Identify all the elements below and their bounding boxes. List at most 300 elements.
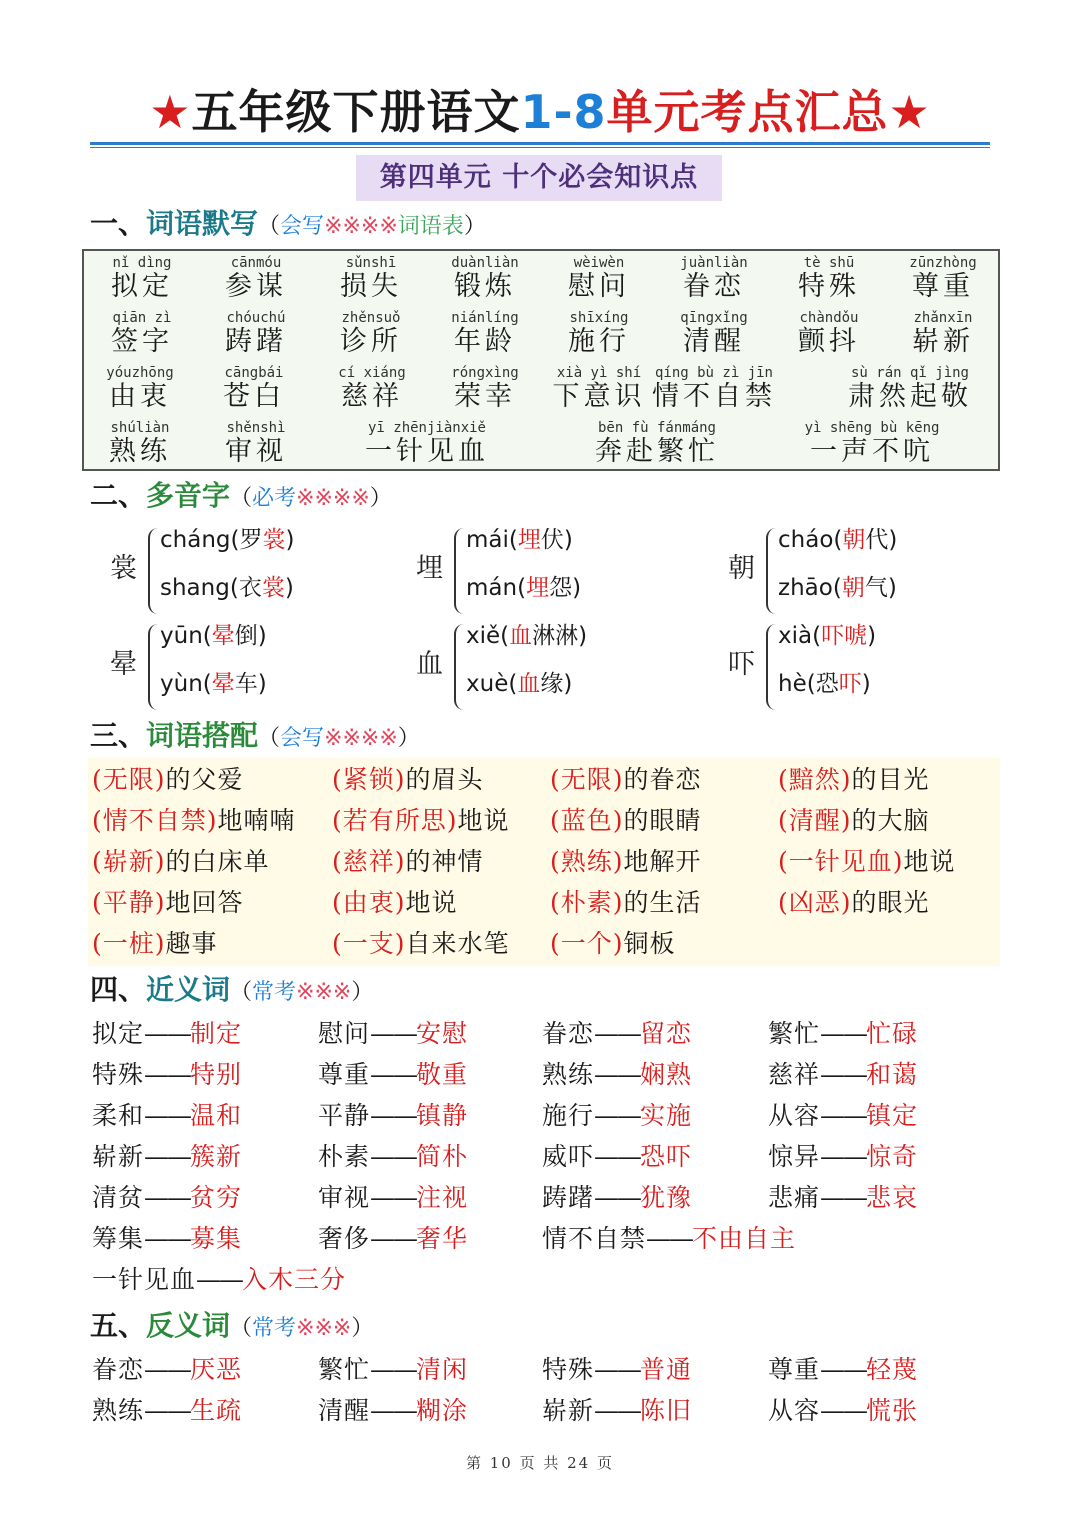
vocab-word: 拟定 (111, 271, 173, 302)
example-post: 代) (865, 527, 898, 553)
vocab-pinyin: shīxíng (569, 310, 629, 326)
dash: —— (370, 1060, 417, 1089)
vocab-word: 参谋 (225, 271, 287, 302)
pair-word: 清闲 (416, 1355, 469, 1384)
example-highlight: 裳 (261, 575, 285, 601)
synonym-pair (542, 1096, 692, 1136)
word: 熟练 (92, 1396, 145, 1425)
unit-subtitle: 第四单元 十个必会知识点 (356, 155, 722, 201)
pinyin: zhāo (778, 575, 833, 601)
word: 繁忙 (318, 1355, 371, 1384)
collocation-rest: 的眼睛 (623, 806, 702, 835)
pronunciation-line (778, 572, 897, 604)
word: 审视 (318, 1183, 371, 1212)
pair-word: 轻蔑 (866, 1355, 919, 1384)
pinyin: shang (160, 575, 230, 601)
synonym-pair (92, 1055, 242, 1095)
synonym-pair (318, 1137, 468, 1177)
dash: —— (370, 1142, 417, 1171)
page-title (0, 80, 1080, 144)
example-highlight: 朝 (842, 527, 866, 553)
vocab-word: 熟练 (109, 436, 171, 467)
vocab-word: 签字 (111, 326, 173, 357)
pronunciation-line (160, 620, 267, 652)
collocation-item (778, 760, 930, 800)
vocab-pinyin: yóuzhōng (106, 365, 174, 381)
synonym-pair (542, 1219, 796, 1259)
pinyin: yùn (160, 671, 203, 697)
collocation-item (332, 842, 484, 882)
vocab-word: 肃然起敬 (848, 381, 972, 412)
collocation-item (550, 760, 702, 800)
word: 一针见血 (92, 1265, 197, 1294)
collocation-rest: 地喃喃 (217, 806, 296, 835)
word: 特殊 (542, 1355, 595, 1384)
example-highlight: 血 (517, 671, 541, 697)
pair-word: 厌恶 (190, 1355, 243, 1384)
tag-open: （ (258, 214, 281, 239)
vocab-word: 诊所 (340, 326, 402, 357)
vocab-box (82, 249, 1000, 471)
synonym-pair (318, 1055, 468, 1095)
tag-requirement: 必考 (252, 486, 297, 511)
example-pre: ( (202, 623, 212, 649)
collocation-rest: 的目光 (851, 765, 930, 794)
vocab-pinyin: chóuchú (226, 310, 286, 326)
example-highlight: 吓唬 (821, 623, 868, 649)
vocab-word: 崭新 (912, 326, 974, 357)
example-pre: (衣 (229, 575, 262, 601)
dash: —— (144, 1224, 191, 1253)
section-number: 三、 (90, 719, 147, 752)
synonym-pair (318, 1096, 468, 1136)
tag-close: ） (351, 980, 374, 1005)
vocab-pinyin: nǐ dìng (112, 255, 172, 271)
section-name: 反义词 (146, 1309, 231, 1342)
polyphonic-char: 吓 (728, 649, 755, 680)
pronunciation-line (466, 668, 572, 700)
tag-requirement: 会写 (280, 726, 325, 751)
pinyin: mán (466, 575, 518, 601)
tag-stars: ※※※※ (296, 486, 370, 511)
word: 奢侈 (318, 1224, 371, 1253)
synonym-pair (768, 1178, 918, 1218)
example-highlight: 吓 (838, 671, 862, 697)
collocation-rest: 地说 (405, 888, 458, 917)
collocation-item (778, 842, 956, 882)
synonym-pair (92, 1178, 242, 1218)
section-number: 五、 (90, 1309, 147, 1342)
vocab-pinyin: sǔnshī (345, 255, 397, 271)
dash: —— (144, 1396, 191, 1425)
pronunciation-line (160, 668, 267, 700)
dash: —— (370, 1224, 417, 1253)
word: 施行 (542, 1101, 595, 1130)
synonym-pair (92, 1096, 242, 1136)
dash: —— (820, 1019, 867, 1048)
pronunciation-line (160, 572, 294, 604)
polyphonic-item (110, 620, 410, 716)
title-part3: 单元考点汇总 (606, 85, 889, 139)
section-name: 近义词 (146, 973, 231, 1006)
vocab-pinyin: cí xiáng (338, 365, 406, 381)
collocation-rest: 地说 (903, 847, 956, 876)
pair-word: 特别 (190, 1060, 243, 1089)
pronunciation-line (466, 620, 587, 652)
vocab-word: 下意识 (552, 381, 646, 412)
collocation-blank: (崭新) (92, 847, 166, 876)
word: 清醒 (318, 1396, 371, 1425)
pair-word: 不由自主 (692, 1224, 797, 1253)
collocation-rest: 的大脑 (851, 806, 930, 835)
title-part1: 五年级下册语文 (191, 85, 521, 139)
pair-word: 敬重 (416, 1060, 469, 1089)
tag-requirement: 常考 (252, 980, 297, 1005)
vocab-word: 荣幸 (454, 381, 516, 412)
section-heading-collocation (90, 716, 420, 759)
example-highlight: 埋 (517, 527, 541, 553)
vocab-cell (833, 310, 1053, 358)
word: 慰问 (318, 1019, 371, 1048)
pair-word: 安慰 (416, 1019, 469, 1048)
tag-note: 词语表 (397, 214, 464, 239)
synonym-pair (768, 1096, 918, 1136)
synonym-pair (542, 1137, 692, 1177)
collocation-rest: 的眉头 (405, 765, 484, 794)
vocab-word: 尊重 (912, 271, 974, 302)
tag-open: （ (258, 726, 281, 751)
tag-requirement: 常考 (252, 1316, 297, 1341)
example-post: 车) (234, 671, 267, 697)
collocation-item (778, 883, 930, 923)
pair-word: 奢华 (416, 1224, 469, 1253)
vocab-pinyin: niánlíng (451, 310, 519, 326)
tag-open: （ (230, 980, 253, 1005)
pronunciation-line (466, 524, 573, 556)
dash: —— (594, 1183, 641, 1212)
dash: —— (144, 1142, 191, 1171)
pinyin: cháo (778, 527, 834, 553)
vocab-word: 特殊 (798, 271, 860, 302)
vocab-cell (317, 420, 537, 468)
vocab-pinyin: xià yì shí (556, 365, 642, 381)
vocab-word: 施行 (568, 326, 630, 357)
word: 尊重 (318, 1060, 371, 1089)
word: 拟定 (92, 1019, 145, 1048)
collocation-item (332, 883, 458, 923)
example-pre: ( (517, 575, 527, 601)
vocab-pinyin: qīngxǐng (680, 310, 748, 326)
vocab-pinyin: yī zhēnjiànxiě (367, 420, 486, 436)
dash: —— (370, 1101, 417, 1130)
vocab-cell (800, 365, 1020, 413)
pair-word: 娴熟 (640, 1060, 693, 1089)
polyphonic-char: 血 (416, 649, 443, 680)
vocab-cell (762, 420, 982, 468)
pinyin: yūn (160, 623, 203, 649)
vocab-pinyin: tè shū (803, 255, 855, 271)
tag-close: ） (463, 214, 486, 239)
section-number: 一、 (90, 207, 147, 240)
example-post: ) (284, 575, 294, 601)
example-highlight: 血 (509, 623, 533, 649)
antonym-pair (768, 1391, 918, 1431)
vocab-cell (833, 255, 1053, 303)
section-heading-polyphonic (90, 476, 392, 519)
synonym-pair (318, 1219, 468, 1259)
pinyin: xuè (466, 671, 509, 697)
example-highlight: 裳 (262, 527, 286, 553)
collocation-item (332, 924, 510, 964)
collocation-item (92, 883, 244, 923)
synonym-pair (318, 1178, 468, 1218)
pair-word: 募集 (190, 1224, 243, 1253)
pair-word: 贫穷 (190, 1183, 243, 1212)
example-post: 淋淋) (532, 623, 588, 649)
antonym-pair (92, 1391, 242, 1431)
collocation-blank: (若有所思) (332, 806, 458, 835)
collocation-blank: (蓝色) (550, 806, 624, 835)
word: 踌躇 (542, 1183, 595, 1212)
dash: —— (820, 1101, 867, 1130)
dash: —— (144, 1060, 191, 1089)
tag-stars: ※※※ (296, 980, 352, 1005)
collocation-blank: (一针见血) (778, 847, 904, 876)
dash: —— (646, 1224, 693, 1253)
pair-word: 簇新 (190, 1142, 243, 1171)
collocation-rest: 的父爱 (165, 765, 244, 794)
antonym-pair (768, 1350, 918, 1390)
tag-close: ） (397, 726, 420, 751)
vocab-pinyin: cānmóu (230, 255, 282, 271)
example-highlight: 晕 (211, 623, 235, 649)
pair-word: 实施 (640, 1101, 693, 1130)
example-highlight: 朝 (841, 575, 865, 601)
example-post: 怨) (549, 575, 582, 601)
collocation-rest: 的白床单 (165, 847, 270, 876)
dash: —— (820, 1060, 867, 1089)
pair-word: 犹豫 (640, 1183, 693, 1212)
synonym-pair (92, 1014, 242, 1054)
collocation-item (550, 883, 702, 923)
polyphonic-char: 埋 (416, 553, 443, 584)
dash: —— (144, 1019, 191, 1048)
example-post: ) (861, 671, 871, 697)
pinyin: cháng (160, 527, 231, 553)
word: 平静 (318, 1101, 371, 1130)
pair-word: 温和 (190, 1101, 243, 1130)
section-tag (230, 486, 392, 511)
word: 眷恋 (542, 1019, 595, 1048)
collocation-rest: 的神情 (405, 847, 484, 876)
collocation-blank: (慈祥) (332, 847, 406, 876)
synonym-pair (768, 1137, 918, 1177)
pair-word: 镇定 (866, 1101, 919, 1130)
section-heading-vocab (90, 204, 486, 247)
word: 崭新 (92, 1142, 145, 1171)
word: 悲痛 (768, 1183, 821, 1212)
pair-word: 惊奇 (866, 1142, 919, 1171)
section-tag (258, 214, 486, 239)
collocation-rest: 的眷恋 (623, 765, 702, 794)
polyphonic-item (728, 620, 1028, 716)
vocab-pinyin: yì shēng bù kēng (804, 420, 940, 436)
pair-word: 制定 (190, 1019, 243, 1048)
word: 情不自禁 (542, 1224, 647, 1253)
word: 慈祥 (768, 1060, 821, 1089)
word: 熟练 (542, 1060, 595, 1089)
collocation-rest: 的生活 (623, 888, 702, 917)
pinyin: mái (466, 527, 509, 553)
vocab-pinyin: chàndǒu (799, 310, 859, 326)
pronunciation-line (160, 524, 294, 556)
vocab-word: 颤抖 (798, 326, 860, 357)
vocab-word: 眷恋 (683, 271, 745, 302)
synonym-pair (318, 1014, 468, 1054)
page-number: 第 10 页 共 24 页 (465, 1454, 614, 1472)
example-pre: ( (202, 671, 212, 697)
vocab-pinyin: shěnshì (226, 420, 286, 436)
dash: —— (370, 1183, 417, 1212)
collocation-item (550, 842, 702, 882)
collocation-rest: 地解开 (623, 847, 702, 876)
example-pre: ( (508, 527, 518, 553)
tag-open: （ (230, 1316, 253, 1341)
title-underline (90, 142, 990, 148)
section-tag (230, 1316, 373, 1341)
polyphonic-char: 裳 (110, 553, 137, 584)
word: 朴素 (318, 1142, 371, 1171)
pinyin: xià (778, 623, 813, 649)
word: 从容 (768, 1396, 821, 1425)
section-number: 二、 (90, 479, 147, 512)
dash: —— (370, 1355, 417, 1384)
pair-word: 糊涂 (416, 1396, 469, 1425)
dash: —— (820, 1396, 867, 1425)
collocation-blank: (朴素) (550, 888, 624, 917)
vocab-cell (604, 365, 824, 413)
vocab-pinyin: juànliàn (680, 255, 748, 271)
word: 威吓 (542, 1142, 595, 1171)
collocation-item (778, 801, 930, 841)
dash: —— (820, 1183, 867, 1212)
vocab-word: 慈祥 (341, 381, 403, 412)
collocation-rest: 地回答 (165, 888, 244, 917)
pair-word: 普通 (640, 1355, 693, 1384)
vocab-word: 审视 (225, 436, 287, 467)
collocation-rest: 趣事 (165, 929, 218, 958)
dash: —— (594, 1142, 641, 1171)
antonym-pair (542, 1391, 692, 1431)
polyphonic-item (416, 524, 716, 620)
collocation-rest: 铜板 (623, 929, 676, 958)
dash: —— (594, 1355, 641, 1384)
vocab-pinyin: róngxìng (451, 365, 519, 381)
collocation-blank: (一支) (332, 929, 406, 958)
pinyin: hè (778, 671, 807, 697)
tag-requirement: 会写 (280, 214, 325, 239)
pair-word: 注视 (416, 1183, 469, 1212)
dash: —— (820, 1142, 867, 1171)
vocab-pinyin: bēn fù fánmáng (597, 420, 716, 436)
vocab-pinyin: cāngbái (224, 365, 284, 381)
example-pre: ( (833, 527, 843, 553)
vocab-pinyin: zūnzhòng (909, 255, 977, 271)
dash: —— (820, 1355, 867, 1384)
example-post: ) (867, 623, 877, 649)
vocab-word: 损失 (340, 271, 402, 302)
section-number: 四、 (90, 973, 147, 1006)
dash: —— (144, 1183, 191, 1212)
collocation-item (92, 801, 296, 841)
section-name: 词语搭配 (146, 719, 259, 752)
section-name: 多音字 (146, 479, 231, 512)
pair-word: 和蔼 (866, 1060, 919, 1089)
example-highlight: 晕 (211, 671, 235, 697)
synonym-pair (768, 1014, 918, 1054)
collocation-blank: (无限) (550, 765, 624, 794)
collocation-blank: (紧锁) (332, 765, 406, 794)
vocab-word: 一声不吭 (810, 436, 934, 467)
dash: —— (594, 1101, 641, 1130)
word: 惊异 (768, 1142, 821, 1171)
synonym-pair (92, 1219, 242, 1259)
polyphonic-char: 朝 (728, 553, 755, 584)
collocation-blank: (由衷) (332, 888, 406, 917)
antonym-pair (92, 1350, 242, 1390)
vocab-word: 清醒 (683, 326, 745, 357)
pair-word: 陈旧 (640, 1396, 693, 1425)
pinyin: xiě (466, 623, 501, 649)
collocation-rest: 的眼光 (851, 888, 930, 917)
vocab-word: 锻炼 (454, 271, 516, 302)
example-highlight: 埋 (526, 575, 550, 601)
synonym-pair (542, 1014, 692, 1054)
synonym-pair (92, 1260, 346, 1300)
vocab-cell (547, 420, 767, 468)
example-post: 伏) (540, 527, 573, 553)
collocation-blank: (清醒) (778, 806, 852, 835)
word: 筹集 (92, 1224, 145, 1253)
collocation-rest: 地说 (457, 806, 510, 835)
dash: —— (370, 1019, 417, 1048)
pair-word: 生疏 (190, 1396, 243, 1425)
vocab-pinyin: qíng bù zì jīn (654, 365, 773, 381)
collocation-item (92, 924, 218, 964)
pronunciation-line (466, 572, 581, 604)
tag-close: ） (351, 1316, 374, 1341)
section-name: 词语默写 (146, 207, 259, 240)
word: 眷恋 (92, 1355, 145, 1384)
collocation-blank: (一桩) (92, 929, 166, 958)
polyphonic-char: 晕 (110, 649, 137, 680)
word: 清贫 (92, 1183, 145, 1212)
polyphonic-item (728, 524, 1028, 620)
collocation-blank: (凶恶) (778, 888, 852, 917)
collocation-blank: (一个) (550, 929, 624, 958)
collocation-blank: (黯然) (778, 765, 852, 794)
vocab-word: 苍白 (223, 381, 285, 412)
dash: —— (370, 1396, 417, 1425)
collocation-item (550, 924, 676, 964)
tag-stars: ※※※ (296, 1316, 352, 1341)
vocab-pinyin: qiān zì (112, 310, 172, 326)
example-post: 气) (864, 575, 897, 601)
vocab-word: 由衷 (109, 381, 171, 412)
pronunciation-line (778, 524, 897, 556)
pair-word: 慌张 (866, 1396, 919, 1425)
tag-open: （ (230, 486, 253, 511)
